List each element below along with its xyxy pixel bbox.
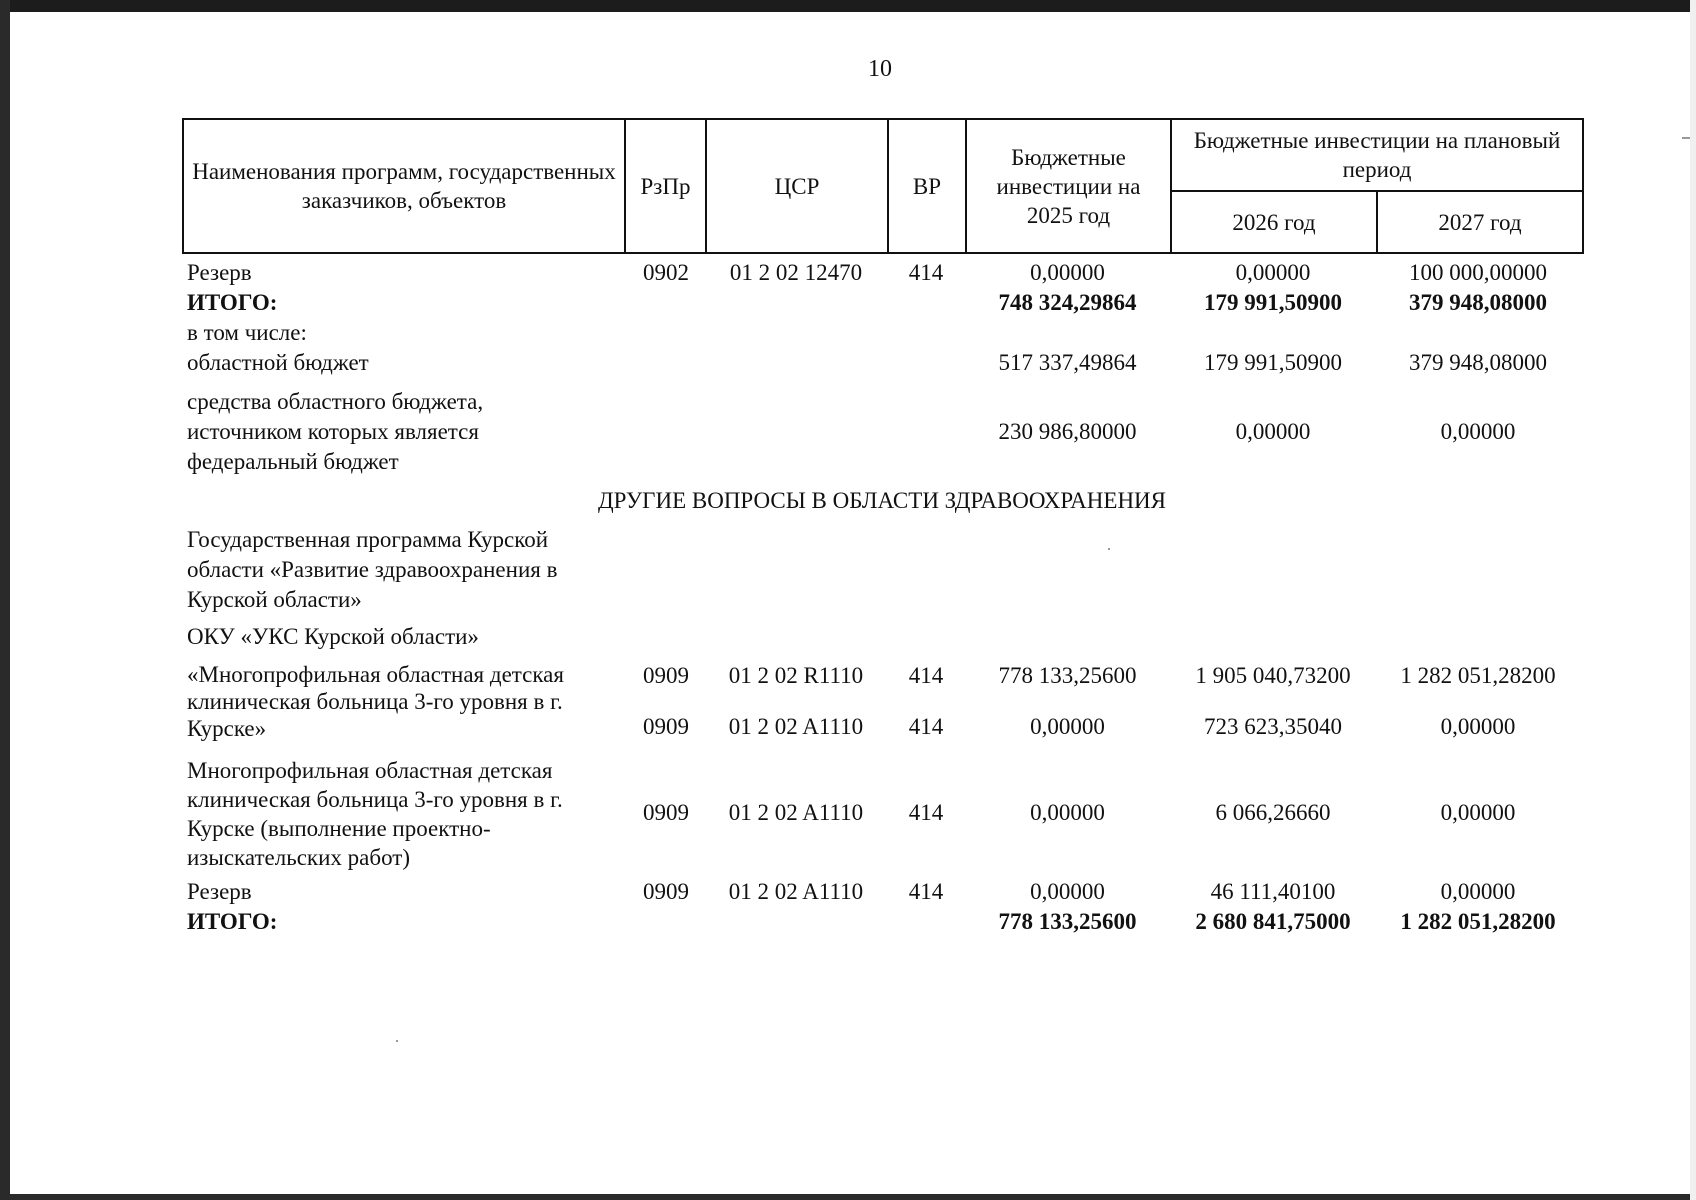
header-year-2026: 2026 год bbox=[1171, 191, 1377, 253]
header-name: Наименования программ, государственных заказчиков, объектов bbox=[183, 119, 625, 253]
row-vr: 414 bbox=[908, 800, 944, 825]
row-2025: 748 324,29864 bbox=[998, 290, 1137, 315]
row-2026: 723 623,35040 bbox=[1204, 714, 1342, 739]
row-2026: 1 905 040,73200 bbox=[1195, 663, 1351, 688]
header-rzpr: РзПр bbox=[625, 119, 706, 253]
row-rzpr: 0902 bbox=[643, 260, 689, 285]
row-2027: 379 948,08000 bbox=[1409, 350, 1547, 375]
header-planned-period: Бюджетные инвестиции на плановый период bbox=[1171, 119, 1583, 191]
row-federal-source bbox=[0, 387, 1696, 477]
row-name: Государственная программа Курской области «Развитие здравоохранения в Курской области» bbox=[187, 527, 558, 612]
header-invest-2025: Бюджетные инвестиции на 2025 год bbox=[966, 119, 1171, 253]
row-2027: 0,00000 bbox=[1440, 419, 1516, 444]
row-2026: 179 991,50900 bbox=[1204, 350, 1342, 375]
row-name: ОКУ «УКС Курской области» bbox=[187, 624, 479, 649]
header-csr: ЦСР bbox=[706, 119, 888, 253]
row-2025: 0,00000 bbox=[1030, 714, 1105, 739]
row-2025: 0,00000 bbox=[1030, 800, 1105, 825]
row-name: в том числе: bbox=[187, 320, 307, 345]
header-vr: ВР bbox=[888, 119, 966, 253]
row-csr: 01 2 02 A1110 bbox=[728, 800, 864, 825]
row-2026: 46 111,40100 bbox=[1210, 879, 1336, 904]
row-2025: 778 133,25600 bbox=[998, 909, 1137, 934]
scan-border-bottom bbox=[0, 1194, 1696, 1200]
row-2026: 0,00000 bbox=[1235, 419, 1311, 444]
row-2027: 0,00000 bbox=[1440, 714, 1516, 739]
row-2026: 2 680 841,75000 bbox=[1195, 909, 1351, 934]
scan-speck bbox=[1682, 137, 1690, 139]
scan-speck bbox=[1108, 548, 1110, 550]
row-rzpr: 0909 bbox=[643, 800, 689, 825]
row-name: Многопрофильная областная детская клиническая больница 3-го уровня в г. Курске (выполнение проектно-изыскательских работ) bbox=[187, 758, 563, 870]
row-rzpr: 0909 bbox=[643, 879, 689, 904]
row-2025: 0,00000 bbox=[1030, 879, 1105, 904]
row-2027: 100 000,00000 bbox=[1409, 260, 1547, 285]
row-2026: 6 066,26660 bbox=[1215, 800, 1331, 825]
row-hospital bbox=[0, 661, 1696, 751]
row-design-works bbox=[0, 756, 1696, 876]
row-2027: 379 948,08000 bbox=[1409, 290, 1547, 315]
table-header bbox=[182, 118, 1584, 254]
row-rzpr: 0909 bbox=[643, 714, 689, 739]
row-name: ИТОГО: bbox=[187, 909, 278, 934]
row-2025: 0,00000 bbox=[1030, 260, 1105, 285]
row-name: средства областного бюджета, источником которых является федеральный бюджет bbox=[187, 389, 484, 474]
scan-border-left bbox=[0, 0, 10, 1200]
row-2026: 179 991,50900 bbox=[1204, 290, 1342, 315]
row-name: «Многопрофильная областная детская клиническая больница 3-го уровня в г. Курске» bbox=[187, 662, 564, 741]
row-2027: 1 282 051,28200 bbox=[1400, 909, 1556, 934]
row-name: Резерв bbox=[187, 260, 252, 285]
row-vr: 414 bbox=[908, 714, 944, 739]
row-2025: 230 986,80000 bbox=[998, 419, 1137, 444]
page-number: 10 bbox=[868, 56, 892, 82]
row-rzpr: 0909 bbox=[643, 663, 689, 688]
row-name: областной бюджет bbox=[187, 350, 369, 375]
section-title: ДРУГИЕ ВОПРОСЫ В ОБЛАСТИ ЗДРАВООХРАНЕНИЯ bbox=[597, 488, 1167, 513]
header-year-2027: 2027 год bbox=[1377, 191, 1583, 253]
row-name: Резерв bbox=[187, 879, 252, 904]
row-2027: 0,00000 bbox=[1440, 800, 1516, 825]
row-2027: 1 282 051,28200 bbox=[1400, 663, 1556, 688]
row-vr: 414 bbox=[908, 260, 944, 285]
row-name: ИТОГО: bbox=[187, 290, 278, 315]
row-csr: 01 2 02 A1110 bbox=[728, 714, 864, 739]
scan-border-top bbox=[0, 0, 1696, 12]
scan-speck bbox=[396, 1040, 398, 1042]
scan-border-right bbox=[1690, 0, 1696, 1200]
row-2026: 0,00000 bbox=[1235, 260, 1311, 285]
row-csr: 01 2 02 R1110 bbox=[728, 663, 864, 688]
row-vr: 414 bbox=[908, 663, 944, 688]
row-csr: 01 2 02 A1110 bbox=[728, 879, 864, 904]
row-2025: 517 337,49864 bbox=[998, 350, 1137, 375]
row-2025: 778 133,25600 bbox=[998, 663, 1137, 688]
row-csr: 01 2 02 12470 bbox=[729, 260, 863, 285]
row-vr: 414 bbox=[908, 879, 944, 904]
row-2027: 0,00000 bbox=[1440, 879, 1516, 904]
